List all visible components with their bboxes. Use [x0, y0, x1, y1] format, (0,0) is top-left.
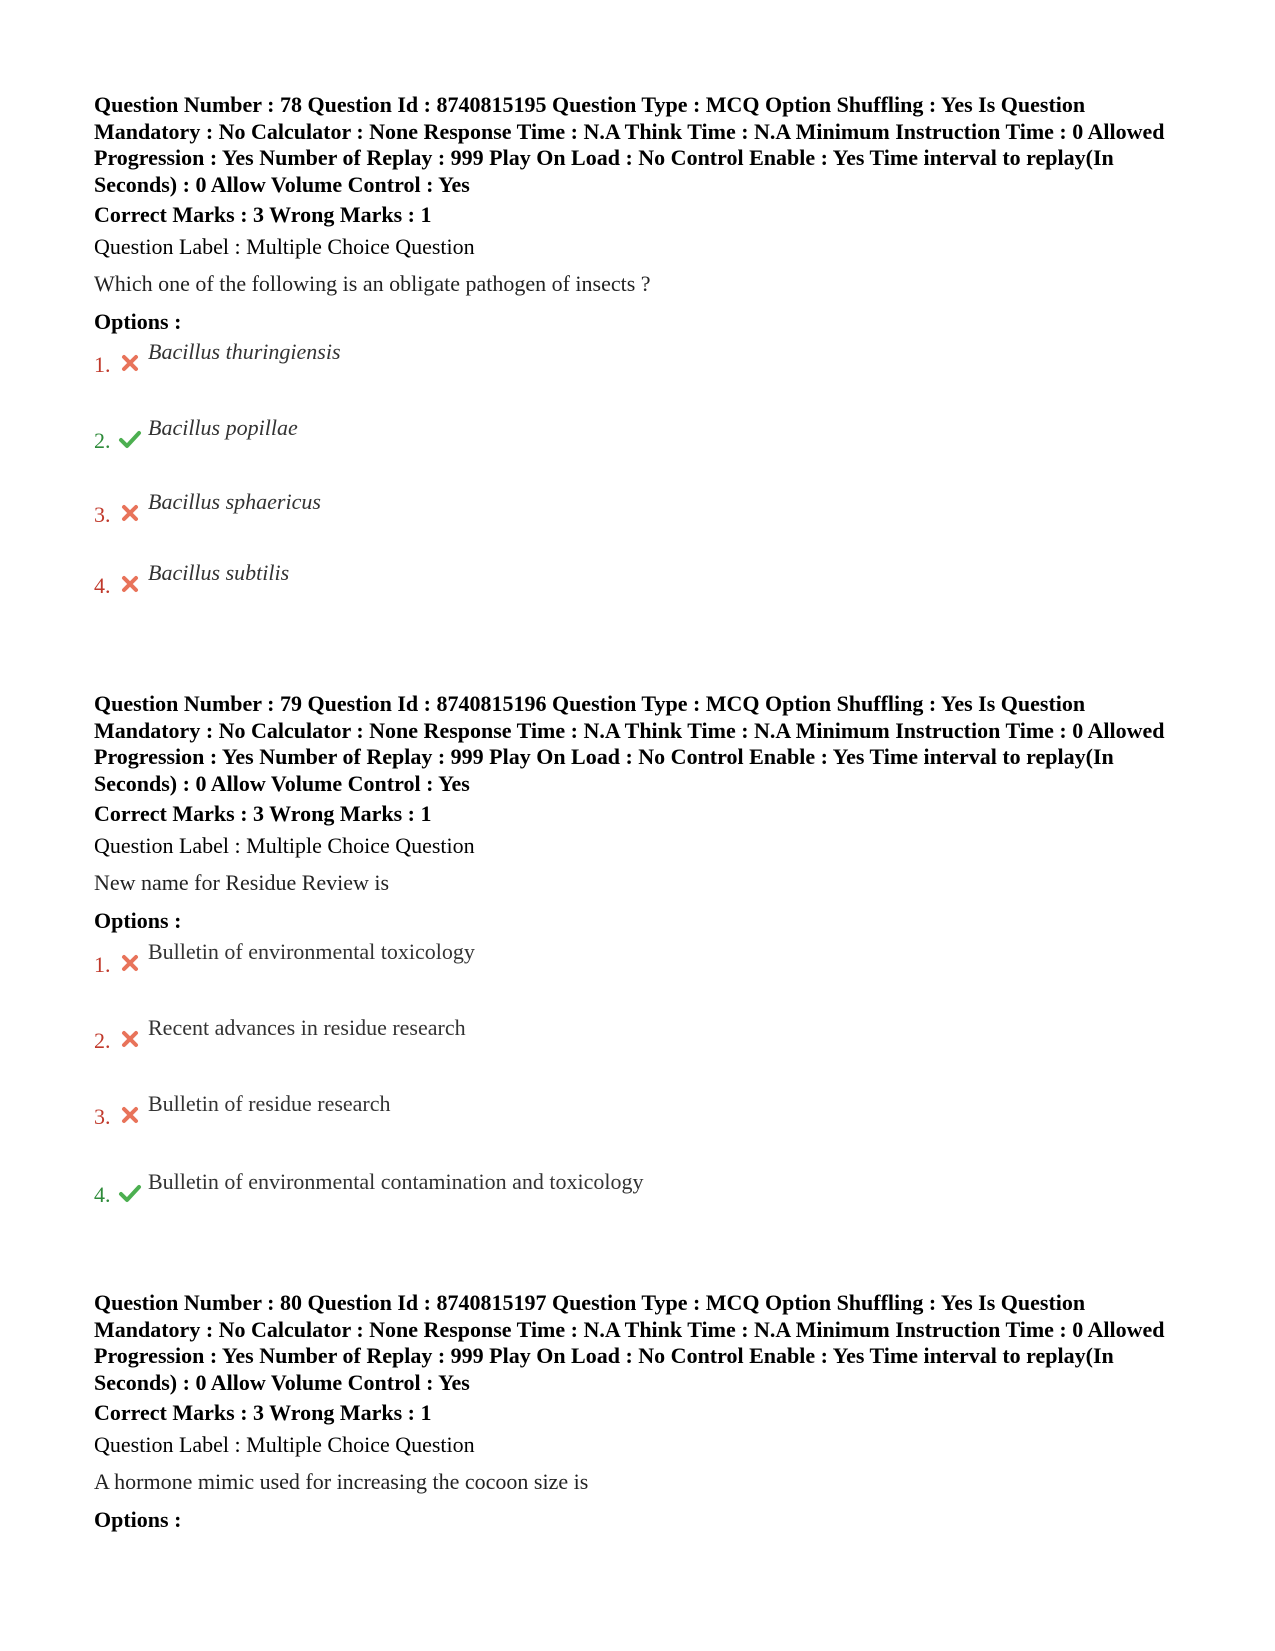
- check-icon: [118, 1181, 142, 1205]
- question-79: [94, 691, 1194, 1207]
- question-label: Question Label : Multiple Choice Question: [94, 833, 475, 858]
- option-number: 1.: [94, 352, 111, 377]
- option-number: 3.: [94, 502, 111, 527]
- option-text: Bacillus sphaericus: [148, 489, 321, 514]
- option-text: Bacillus popillae: [148, 415, 298, 440]
- option-number: 1.: [94, 952, 111, 977]
- option-4: [94, 560, 994, 600]
- question-text: New name for Residue Review is: [94, 870, 390, 895]
- cross-icon: [118, 1027, 142, 1051]
- question-80: [94, 1290, 1194, 1533]
- question-meta: Question Number : 78 Question Id : 8740815195 Question Type : MCQ Option Shuffling : Yes Is Question Mandatory : No Calculator : None Response Time : N.A Think Time : N.A Minimum Instruction Time : 0 Allowed Progression : Yes Number of Replay : 999 Play On Load : No Control Enable : Yes Time interval to replay(In Seconds) : 0 Allow Volume Control : Yes: [94, 92, 1165, 197]
- option-number: 4.: [94, 1182, 111, 1207]
- options-heading: Options :: [94, 1507, 182, 1532]
- option-text: Recent advances in residue research: [148, 1015, 466, 1040]
- option-2: [94, 1015, 994, 1055]
- question-78: [94, 92, 1194, 598]
- question-label: Question Label : Multiple Choice Question: [94, 1432, 475, 1457]
- option-text: Bacillus thuringiensis: [148, 339, 341, 364]
- option-number: 2.: [94, 1028, 111, 1053]
- question-meta: Question Number : 79 Question Id : 8740815196 Question Type : MCQ Option Shuffling : Yes Is Question Mandatory : No Calculator : None Response Time : N.A Think Time : N.A Minimum Instruction Time : 0 Allowed Progression : Yes Number of Replay : 999 Play On Load : No Control Enable : Yes Time interval to replay(In Seconds) : 0 Allow Volume Control : Yes: [94, 691, 1165, 796]
- check-icon: [118, 427, 142, 451]
- question-marks: Correct Marks : 3 Wrong Marks : 1: [94, 202, 432, 227]
- cross-icon: [118, 501, 142, 525]
- option-text: Bacillus subtilis: [148, 560, 290, 585]
- option-2: [94, 415, 994, 455]
- option-1: [94, 339, 994, 379]
- option-text: Bulletin of environmental toxicology: [148, 939, 475, 964]
- question-marks: Correct Marks : 3 Wrong Marks : 1: [94, 801, 432, 826]
- option-4: [94, 1169, 994, 1209]
- option-3: [94, 1091, 994, 1131]
- question-text: A hormone mimic used for increasing the cocoon size is: [94, 1469, 589, 1494]
- option-number: 4.: [94, 573, 111, 598]
- option-text: Bulletin of residue research: [148, 1091, 391, 1116]
- option-text: Bulletin of environmental contamination and toxicology: [148, 1169, 644, 1194]
- option-number: 3.: [94, 1104, 111, 1129]
- options-heading: Options :: [94, 309, 182, 334]
- question-label: Question Label : Multiple Choice Question: [94, 234, 475, 259]
- option-3: [94, 489, 994, 529]
- cross-icon: [118, 572, 142, 596]
- options-heading: Options :: [94, 908, 182, 933]
- question-marks: Correct Marks : 3 Wrong Marks : 1: [94, 1400, 432, 1425]
- question-meta: Question Number : 80 Question Id : 8740815197 Question Type : MCQ Option Shuffling : Yes Is Question Mandatory : No Calculator : None Response Time : N.A Think Time : N.A Minimum Instruction Time : 0 Allowed Progression : Yes Number of Replay : 999 Play On Load : No Control Enable : Yes Time interval to replay(In Seconds) : 0 Allow Volume Control : Yes: [94, 1290, 1165, 1395]
- option-number: 2.: [94, 428, 111, 453]
- cross-icon: [118, 1103, 142, 1127]
- cross-icon: [118, 351, 142, 375]
- option-1: [94, 939, 994, 979]
- cross-icon: [118, 951, 142, 975]
- question-text: Which one of the following is an obligate pathogen of insects ?: [94, 271, 651, 296]
